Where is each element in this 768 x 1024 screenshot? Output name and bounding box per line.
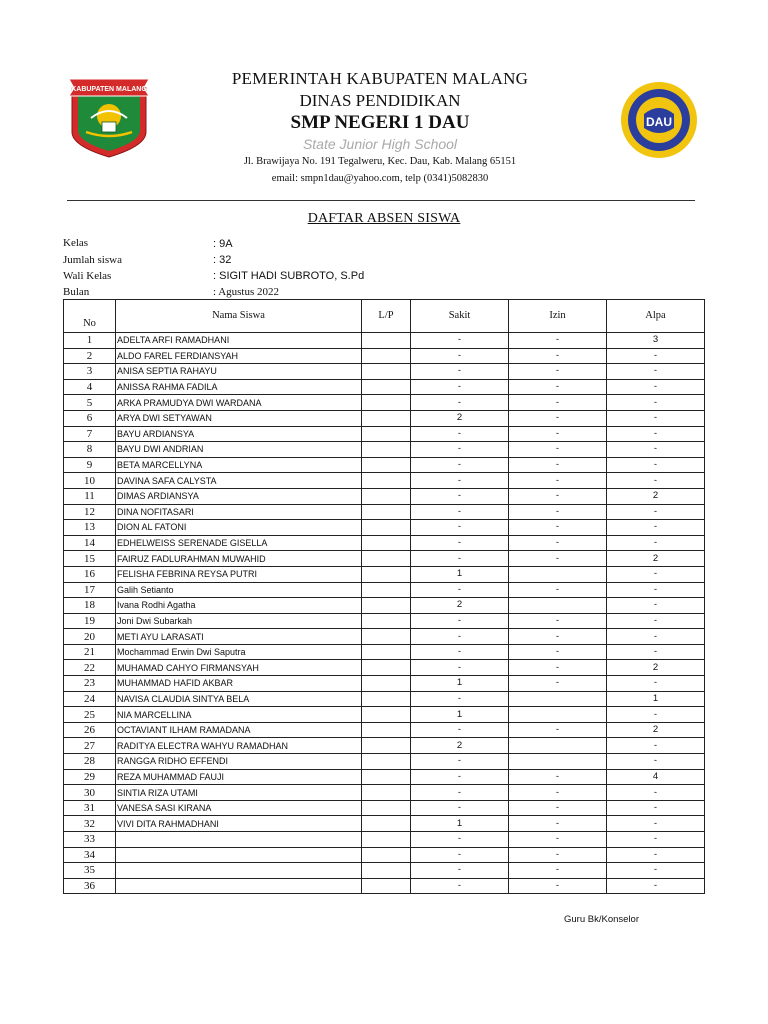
permission-count bbox=[509, 707, 607, 723]
table-row bbox=[64, 426, 705, 442]
row-number: 6 bbox=[64, 410, 116, 426]
row-number: 7 bbox=[64, 426, 116, 442]
absent-count: - bbox=[607, 566, 705, 582]
table-row bbox=[64, 442, 705, 458]
attendance-table bbox=[63, 299, 705, 894]
gender-cell bbox=[362, 442, 411, 458]
student-name: OCTAVIANT ILHAM RAMADANA bbox=[116, 722, 362, 738]
sick-count: - bbox=[411, 629, 509, 645]
student-name: DINA NOFITASARI bbox=[116, 504, 362, 520]
gender-cell bbox=[362, 676, 411, 692]
sick-count: - bbox=[411, 551, 509, 567]
student-name: ARYA DWI SETYAWAN bbox=[116, 410, 362, 426]
absent-count: - bbox=[607, 426, 705, 442]
table-row bbox=[64, 660, 705, 676]
column-header-permission: Izin bbox=[509, 300, 607, 333]
student-name: BAYU ARDIANSYA bbox=[116, 426, 362, 442]
table-row bbox=[64, 613, 705, 629]
table-row bbox=[64, 676, 705, 692]
gender-cell bbox=[362, 691, 411, 707]
row-number: 13 bbox=[64, 520, 116, 536]
gender-cell bbox=[362, 769, 411, 785]
permission-count: - bbox=[509, 863, 607, 879]
absent-count: - bbox=[607, 582, 705, 598]
gender-cell bbox=[362, 504, 411, 520]
sick-count: - bbox=[411, 426, 509, 442]
gender-cell bbox=[362, 800, 411, 816]
gender-cell bbox=[362, 551, 411, 567]
permission-count: - bbox=[509, 676, 607, 692]
student-name: ADELTA ARFI RAMADHANI bbox=[116, 333, 362, 349]
student-name: MUHAMAD CAHYO FIRMANSYAH bbox=[116, 660, 362, 676]
gender-cell bbox=[362, 785, 411, 801]
table-row bbox=[64, 785, 705, 801]
table-row bbox=[64, 520, 705, 536]
absent-count: - bbox=[607, 379, 705, 395]
permission-count: - bbox=[509, 629, 607, 645]
sick-count: - bbox=[411, 613, 509, 629]
gender-cell bbox=[362, 582, 411, 598]
row-number: 25 bbox=[64, 707, 116, 723]
absent-count: - bbox=[607, 473, 705, 489]
permission-count bbox=[509, 738, 607, 754]
gender-cell bbox=[362, 488, 411, 504]
gender-cell bbox=[362, 863, 411, 879]
row-number: 17 bbox=[64, 582, 116, 598]
table-row bbox=[64, 333, 705, 349]
permission-count: - bbox=[509, 644, 607, 660]
permission-count: - bbox=[509, 442, 607, 458]
table-row bbox=[64, 379, 705, 395]
gender-cell bbox=[362, 816, 411, 832]
attendance-table-body bbox=[64, 333, 705, 894]
permission-count: - bbox=[509, 847, 607, 863]
permission-count: - bbox=[509, 520, 607, 536]
absent-count: - bbox=[607, 707, 705, 723]
permission-count bbox=[509, 566, 607, 582]
absent-count: 4 bbox=[607, 769, 705, 785]
table-row bbox=[64, 832, 705, 848]
sick-count: - bbox=[411, 457, 509, 473]
permission-count: - bbox=[509, 504, 607, 520]
table-row bbox=[64, 816, 705, 832]
permission-count: - bbox=[509, 878, 607, 894]
kabupaten-malang-logo bbox=[66, 74, 152, 158]
school-contact: email: smpn1dau@yahoo.com, telp (0341)5082830 bbox=[271, 173, 489, 184]
absent-count: - bbox=[607, 785, 705, 801]
sick-count: - bbox=[411, 395, 509, 411]
gender-cell bbox=[362, 395, 411, 411]
table-row bbox=[64, 644, 705, 660]
sick-count: 1 bbox=[411, 816, 509, 832]
absent-count: - bbox=[607, 832, 705, 848]
permission-count: - bbox=[509, 722, 607, 738]
sick-count: 2 bbox=[411, 738, 509, 754]
sick-count: - bbox=[411, 660, 509, 676]
gender-cell bbox=[362, 722, 411, 738]
table-row bbox=[64, 473, 705, 489]
absent-count: - bbox=[607, 442, 705, 458]
sick-count: - bbox=[411, 582, 509, 598]
table-row bbox=[64, 457, 705, 473]
month-label: Bulan bbox=[63, 286, 90, 298]
student-name: Galih Setianto bbox=[116, 582, 362, 598]
table-row bbox=[64, 395, 705, 411]
sick-count: - bbox=[411, 333, 509, 349]
row-number: 15 bbox=[64, 551, 116, 567]
row-number: 3 bbox=[64, 364, 116, 380]
table-row bbox=[64, 566, 705, 582]
student-name: BETA MARCELLYNA bbox=[116, 457, 362, 473]
document-title: DAFTAR ABSEN SISWA bbox=[307, 211, 461, 226]
gender-cell bbox=[362, 473, 411, 489]
row-number: 9 bbox=[64, 457, 116, 473]
table-row bbox=[64, 348, 705, 364]
table-row bbox=[64, 504, 705, 520]
table-row bbox=[64, 582, 705, 598]
sick-count: - bbox=[411, 348, 509, 364]
row-number: 12 bbox=[64, 504, 116, 520]
permission-count: - bbox=[509, 473, 607, 489]
student-name bbox=[116, 878, 362, 894]
absent-count: - bbox=[607, 847, 705, 863]
sick-count: 1 bbox=[411, 707, 509, 723]
absent-count: - bbox=[607, 598, 705, 614]
student-name: DAVINA SAFA CALYSTA bbox=[116, 473, 362, 489]
table-row bbox=[64, 847, 705, 863]
permission-count: - bbox=[509, 457, 607, 473]
permission-count: - bbox=[509, 333, 607, 349]
absent-count: - bbox=[607, 504, 705, 520]
row-number: 33 bbox=[64, 832, 116, 848]
row-number: 4 bbox=[64, 379, 116, 395]
sick-count: 1 bbox=[411, 676, 509, 692]
absent-count: - bbox=[607, 457, 705, 473]
sick-count: - bbox=[411, 473, 509, 489]
gender-cell bbox=[362, 598, 411, 614]
gender-cell bbox=[362, 613, 411, 629]
permission-count: - bbox=[509, 800, 607, 816]
absent-count: 2 bbox=[607, 660, 705, 676]
table-row bbox=[64, 410, 705, 426]
row-number: 30 bbox=[64, 785, 116, 801]
student-name: VIVI DITA RAHMADHANI bbox=[116, 816, 362, 832]
table-row bbox=[64, 535, 705, 551]
student-name: DIMAS ARDIANSYA bbox=[116, 488, 362, 504]
gender-cell bbox=[362, 738, 411, 754]
table-row bbox=[64, 878, 705, 894]
school-tagline: State Junior High School bbox=[302, 136, 458, 152]
gender-cell bbox=[362, 832, 411, 848]
absent-count: 2 bbox=[607, 722, 705, 738]
permission-count: - bbox=[509, 410, 607, 426]
smpn1-dau-logo bbox=[614, 80, 704, 160]
row-number: 24 bbox=[64, 691, 116, 707]
column-header-absent: Alpa bbox=[607, 300, 705, 333]
absent-count: - bbox=[607, 676, 705, 692]
sick-count: - bbox=[411, 379, 509, 395]
table-row bbox=[64, 488, 705, 504]
absent-count: - bbox=[607, 364, 705, 380]
absent-count: - bbox=[607, 863, 705, 879]
row-number: 14 bbox=[64, 535, 116, 551]
table-row bbox=[64, 769, 705, 785]
table-row bbox=[64, 707, 705, 723]
absent-count: - bbox=[607, 613, 705, 629]
student-name: METI AYU LARASATI bbox=[116, 629, 362, 645]
permission-count: - bbox=[509, 426, 607, 442]
sick-count: - bbox=[411, 878, 509, 894]
permission-count: - bbox=[509, 769, 607, 785]
student-count-value: : 32 bbox=[213, 254, 232, 266]
class-value: : 9A bbox=[213, 238, 233, 250]
permission-count: - bbox=[509, 816, 607, 832]
sick-count: - bbox=[411, 442, 509, 458]
sick-count: - bbox=[411, 535, 509, 551]
gender-cell bbox=[362, 878, 411, 894]
column-header-name: Nama Siswa bbox=[116, 300, 362, 333]
month-value: : Agustus 2022 bbox=[213, 286, 280, 298]
absent-count: - bbox=[607, 395, 705, 411]
permission-count: - bbox=[509, 395, 607, 411]
row-number: 28 bbox=[64, 754, 116, 770]
sick-count: - bbox=[411, 800, 509, 816]
student-name: ANISSA RAHMA FADILA bbox=[116, 379, 362, 395]
table-row bbox=[64, 754, 705, 770]
sick-count: - bbox=[411, 754, 509, 770]
student-name: ANISA SEPTIA RAHAYU bbox=[116, 364, 362, 380]
absent-count: - bbox=[607, 535, 705, 551]
student-name: DION AL FATONI bbox=[116, 520, 362, 536]
absent-count: - bbox=[607, 800, 705, 816]
school-name: SMP NEGERI 1 DAU bbox=[290, 112, 470, 133]
permission-count bbox=[509, 754, 607, 770]
table-header-row bbox=[64, 300, 705, 333]
gender-cell bbox=[362, 644, 411, 660]
row-number: 1 bbox=[64, 333, 116, 349]
permission-count: - bbox=[509, 364, 607, 380]
student-name: ARKA PRAMUDYA DWI WARDANA bbox=[116, 395, 362, 411]
sick-count: - bbox=[411, 785, 509, 801]
absent-count: - bbox=[607, 754, 705, 770]
sick-count: 1 bbox=[411, 566, 509, 582]
student-name: Joni Dwi Subarkah bbox=[116, 613, 362, 629]
row-number: 22 bbox=[64, 660, 116, 676]
row-number: 16 bbox=[64, 566, 116, 582]
permission-count: - bbox=[509, 488, 607, 504]
signature-label: Guru Bk/Konselor bbox=[564, 914, 639, 925]
gender-cell bbox=[362, 364, 411, 380]
homeroom-teacher-label: Wali Kelas bbox=[63, 270, 112, 282]
table-row bbox=[64, 722, 705, 738]
absent-count: 2 bbox=[607, 488, 705, 504]
gender-cell bbox=[362, 629, 411, 645]
absent-count: - bbox=[607, 816, 705, 832]
gender-cell bbox=[362, 754, 411, 770]
gender-cell bbox=[362, 535, 411, 551]
column-header-sick: Sakit bbox=[411, 300, 509, 333]
table-row bbox=[64, 551, 705, 567]
absent-count: - bbox=[607, 644, 705, 660]
row-number: 23 bbox=[64, 676, 116, 692]
permission-count: - bbox=[509, 785, 607, 801]
gender-cell bbox=[362, 707, 411, 723]
row-number: 29 bbox=[64, 769, 116, 785]
student-name: VANESA SASI KIRANA bbox=[116, 800, 362, 816]
left-logo-banner-text: KABUPATEN MALANG bbox=[71, 86, 147, 93]
gender-cell bbox=[362, 410, 411, 426]
absent-count: 2 bbox=[607, 551, 705, 567]
permission-count: - bbox=[509, 613, 607, 629]
right-logo-text: DAU bbox=[646, 115, 672, 129]
permission-count: - bbox=[509, 832, 607, 848]
permission-count: - bbox=[509, 379, 607, 395]
sick-count: - bbox=[411, 847, 509, 863]
government-name: PEMERINTAH KABUPATEN MALANG bbox=[231, 69, 529, 88]
sick-count: - bbox=[411, 504, 509, 520]
gender-cell bbox=[362, 660, 411, 676]
absent-count: 1 bbox=[607, 691, 705, 707]
row-number: 5 bbox=[64, 395, 116, 411]
student-name: FAIRUZ FADLURAHMAN MUWAHID bbox=[116, 551, 362, 567]
row-number: 8 bbox=[64, 442, 116, 458]
student-count-label: Jumlah siswa bbox=[63, 254, 122, 266]
student-name: FELISHA FEBRINA REYSA PUTRI bbox=[116, 566, 362, 582]
student-name: BAYU DWI ANDRIAN bbox=[116, 442, 362, 458]
student-name: EDHELWEISS SERENADE GISELLA bbox=[116, 535, 362, 551]
student-name: MUHAMMAD HAFID AKBAR bbox=[116, 676, 362, 692]
student-name bbox=[116, 832, 362, 848]
table-row bbox=[64, 629, 705, 645]
absent-count: - bbox=[607, 738, 705, 754]
row-number: 10 bbox=[64, 473, 116, 489]
row-number: 32 bbox=[64, 816, 116, 832]
letterhead-divider bbox=[67, 200, 695, 201]
gender-cell bbox=[362, 426, 411, 442]
row-number: 36 bbox=[64, 878, 116, 894]
table-row bbox=[64, 800, 705, 816]
sick-count: - bbox=[411, 722, 509, 738]
row-number: 31 bbox=[64, 800, 116, 816]
gender-cell bbox=[362, 333, 411, 349]
permission-count: - bbox=[509, 582, 607, 598]
gender-cell bbox=[362, 457, 411, 473]
permission-count: - bbox=[509, 660, 607, 676]
sick-count: - bbox=[411, 691, 509, 707]
sick-count: - bbox=[411, 488, 509, 504]
student-name: NIA MARCELLINA bbox=[116, 707, 362, 723]
student-name: ALDO FAREL FERDIANSYAH bbox=[116, 348, 362, 364]
absent-count: - bbox=[607, 348, 705, 364]
student-name: SINTIA RIZA UTAMI bbox=[116, 785, 362, 801]
row-number: 27 bbox=[64, 738, 116, 754]
absent-count: - bbox=[607, 520, 705, 536]
sick-count: 2 bbox=[411, 410, 509, 426]
absent-count: 3 bbox=[607, 333, 705, 349]
permission-count: - bbox=[509, 551, 607, 567]
absent-count: - bbox=[607, 629, 705, 645]
student-name: RANGGA RIDHO EFFENDI bbox=[116, 754, 362, 770]
sick-count: - bbox=[411, 769, 509, 785]
row-number: 34 bbox=[64, 847, 116, 863]
sick-count: - bbox=[411, 644, 509, 660]
permission-count: - bbox=[509, 348, 607, 364]
student-name: Ivana Rodhi Agatha bbox=[116, 598, 362, 614]
gender-cell bbox=[362, 348, 411, 364]
row-number: 2 bbox=[64, 348, 116, 364]
permission-count bbox=[509, 691, 607, 707]
department-name: DINAS PENDIDIKAN bbox=[299, 91, 461, 110]
sick-count: - bbox=[411, 863, 509, 879]
gender-cell bbox=[362, 379, 411, 395]
row-number: 21 bbox=[64, 644, 116, 660]
student-name: Mochammad Erwin Dwi Saputra bbox=[116, 644, 362, 660]
column-header-gender: L/P bbox=[362, 300, 411, 333]
row-number: 19 bbox=[64, 613, 116, 629]
table-row bbox=[64, 738, 705, 754]
gender-cell bbox=[362, 847, 411, 863]
homeroom-teacher-value: : SIGIT HADI SUBROTO, S.Pd bbox=[213, 270, 365, 282]
class-label: Kelas bbox=[63, 237, 89, 249]
student-name: REZA MUHAMMAD FAUJI bbox=[116, 769, 362, 785]
column-header-no: No bbox=[64, 300, 116, 333]
table-row bbox=[64, 691, 705, 707]
sick-count: - bbox=[411, 520, 509, 536]
table-row bbox=[64, 364, 705, 380]
gender-cell bbox=[362, 566, 411, 582]
row-number: 20 bbox=[64, 629, 116, 645]
absent-count: - bbox=[607, 878, 705, 894]
absent-count: - bbox=[607, 410, 705, 426]
student-name: RADITYA ELECTRA WAHYU RAMADHAN bbox=[116, 738, 362, 754]
sick-count: - bbox=[411, 364, 509, 380]
student-name: NAVISA CLAUDIA SINTYA BELA bbox=[116, 691, 362, 707]
permission-count: - bbox=[509, 535, 607, 551]
row-number: 11 bbox=[64, 488, 116, 504]
row-number: 35 bbox=[64, 863, 116, 879]
row-number: 18 bbox=[64, 598, 116, 614]
table-row bbox=[64, 598, 705, 614]
table-row bbox=[64, 863, 705, 879]
sick-count: 2 bbox=[411, 598, 509, 614]
gender-cell bbox=[362, 520, 411, 536]
sick-count: - bbox=[411, 832, 509, 848]
row-number: 26 bbox=[64, 722, 116, 738]
permission-count bbox=[509, 598, 607, 614]
student-name bbox=[116, 863, 362, 879]
school-address: Jl. Brawijaya No. 191 Tegalweru, Kec. Dau, Kab. Malang 65151 bbox=[243, 156, 517, 167]
student-name bbox=[116, 847, 362, 863]
